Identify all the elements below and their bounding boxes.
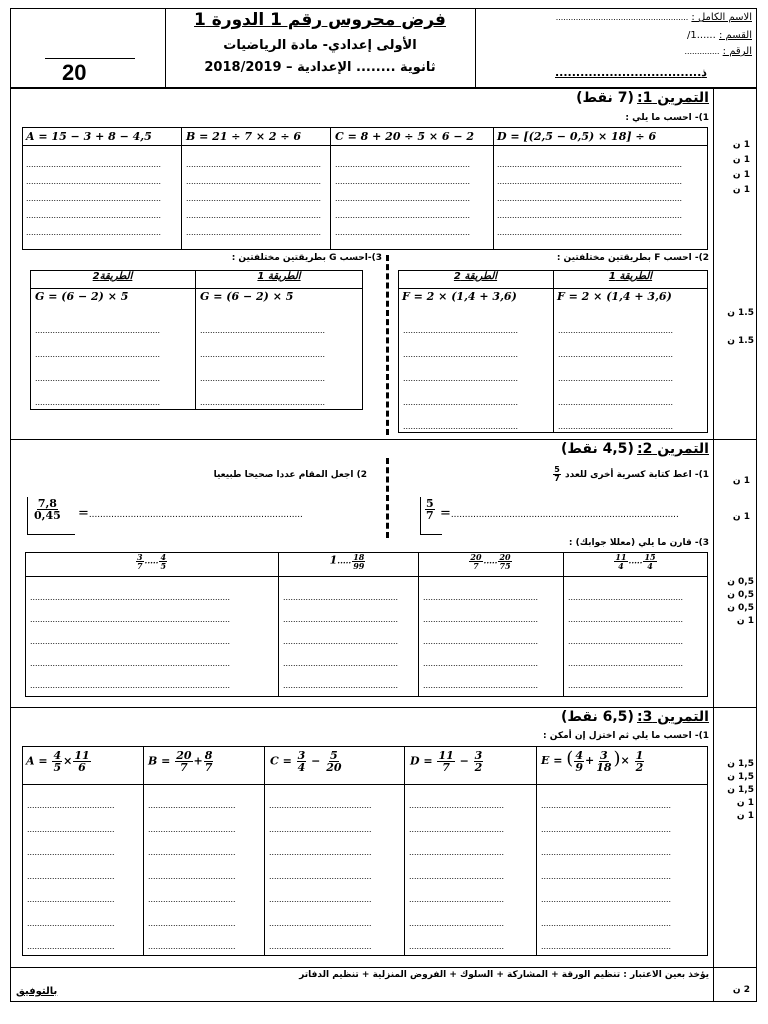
ex1-title: التمرين 1: bbox=[637, 90, 709, 106]
frac-right-den: 7 bbox=[426, 509, 434, 522]
answer-cmp3[interactable]: .............................................. .............................................. .............................................. .............................................. .............................................. bbox=[283, 592, 399, 690]
answer-cmp4[interactable]: ................................................................................ ................................................................................ ................................................................................ ................................................................................ ................................................................................ bbox=[30, 592, 231, 690]
frac-left-num: 7,8 bbox=[37, 497, 57, 510]
answer-B[interactable]: ...................................................... ...................................................... ...................................................... ...................................................... ...................................................... bbox=[186, 159, 322, 237]
class-field[interactable]: ......1/ bbox=[686, 30, 716, 41]
ex3-q1: 1)- احسب ما يلي ثم اختزل إن أمكن : bbox=[543, 731, 709, 741]
number-field[interactable]: .............. bbox=[684, 46, 720, 56]
number-label: الرقم : bbox=[722, 46, 752, 57]
ex3-E-n1: 4 bbox=[575, 748, 583, 762]
ex3-E-d1: 9 bbox=[575, 760, 583, 774]
footer-note: يؤخذ بعين الاعتبار : تنظيم الورقة + المشاركة + السلوك + الفروض المنزلية + تنظيم الدفاتر bbox=[299, 970, 709, 980]
cmp2-dots[interactable]: ..... bbox=[483, 555, 498, 566]
school-line: ثانوية ........ الإعدادية – 2018/2019 bbox=[204, 60, 436, 75]
ex3-E-name: E bbox=[541, 754, 550, 767]
ex3-D-n2: 3 bbox=[474, 749, 483, 762]
ex3-A-n2: 11 bbox=[74, 749, 90, 762]
answer-ex3-D[interactable]: ...................................... ...................................... ...................................... ...................................... ...................................... ...................................... ...................................... bbox=[409, 800, 505, 951]
expr-C: C = 8 + 20 ÷ 5 × 6 − 2 bbox=[335, 130, 475, 143]
F-method2-label: الطريقة 2 bbox=[453, 271, 498, 282]
ex3-E-op: + bbox=[584, 754, 595, 767]
cmp4-a-den: 7 bbox=[136, 561, 143, 571]
expr-F-2: F = 2 × (1,4 + 3,6) bbox=[402, 290, 517, 303]
cmp2-b-num: 20 bbox=[499, 552, 511, 562]
grade-ex1-G: 1.5 ن bbox=[727, 336, 754, 346]
expr-G-2: G = (6 − 2) × 5 bbox=[35, 290, 129, 303]
ex3-A-d1: 5 bbox=[53, 761, 62, 774]
expr-G-1: G = (6 − 2) × 5 bbox=[200, 290, 294, 303]
answer-A[interactable]: ...................................................... ...................................................... ...................................................... ...................................................... ...................................................... bbox=[26, 159, 162, 237]
ex3-A-name: A bbox=[26, 754, 35, 768]
grade-footer: 2 ن bbox=[732, 985, 750, 995]
expr-F-1: F = 2 × (1,4 + 3,6) bbox=[557, 290, 672, 303]
cmp1-dots[interactable]: ..... bbox=[628, 555, 643, 566]
grade-ex2-3: 0,5 ن bbox=[727, 577, 754, 587]
frac-left-den: 0,45 bbox=[34, 509, 61, 522]
ex2-q1: 1)- اعط كتابة كسرية أخرى للعدد bbox=[565, 470, 709, 480]
grade-ex2-4: 0,5 ن bbox=[727, 590, 754, 600]
answer-C[interactable]: ...................................................... ...................................................... ...................................................... ...................................................... ...................................................... bbox=[335, 159, 471, 237]
ex1-points: (7 نقط) bbox=[576, 90, 634, 106]
G-method1-label: الطريقة 1 bbox=[257, 271, 301, 282]
ex2-q1-den: 7 bbox=[554, 474, 560, 483]
answer-G-2[interactable]: .................................................. .................................................. .................................................. .................................................. bbox=[35, 325, 161, 407]
exam-title: فرض محروس رقم 1 الدورة 1 bbox=[194, 10, 446, 30]
ex3-C-n1: 3 bbox=[297, 749, 306, 762]
ex3-B-op: + bbox=[193, 754, 203, 768]
answer-F-2[interactable]: .............................................. .............................................. .............................................. .............................................. .............................................. bbox=[403, 325, 519, 431]
cmp3-a: 1 bbox=[329, 553, 338, 567]
ex3-A-n1: 4 bbox=[53, 749, 62, 762]
score-total: 20 bbox=[62, 60, 87, 85]
class-label: القسم : bbox=[718, 30, 752, 41]
cmp4-b-den: 5 bbox=[160, 561, 167, 571]
G-method2-label: الطريقة2 bbox=[92, 271, 133, 282]
cmp1-a-num: 11 bbox=[615, 552, 627, 562]
ex3-E-n3: 1 bbox=[635, 748, 644, 762]
cmp2-b-den: 75 bbox=[499, 561, 511, 571]
cmp3-dots[interactable]: ..... bbox=[337, 555, 352, 566]
grade-ex3-4: 1 ن bbox=[736, 798, 754, 808]
grade-ex2-1: 1 ن bbox=[732, 476, 750, 486]
answer-frac-right[interactable]: .................................................................................. bbox=[450, 509, 679, 520]
frac-right-num: 5 bbox=[426, 497, 434, 510]
ex2-q1-num: 5 bbox=[554, 465, 560, 474]
ex3-title: التمرين 3: bbox=[637, 709, 709, 725]
ex3-D-d2: 2 bbox=[474, 761, 483, 774]
ex1-q2: 2)- احسب F بطريقتين مختلفتين : bbox=[556, 253, 709, 263]
ex3-D-n1: 11 bbox=[438, 749, 454, 762]
cmp4-a-num: 3 bbox=[136, 552, 143, 562]
ex3-E-d2: 18 bbox=[596, 760, 612, 774]
expr-A: A = 15 − 3 + 8 − 4,5 bbox=[26, 130, 152, 143]
cmp2-a-num: 20 bbox=[470, 552, 482, 562]
ex3-B-d2: 7 bbox=[204, 761, 213, 774]
cmp1-b-den: 4 bbox=[647, 561, 653, 571]
ex3-C-n2: 5 bbox=[330, 749, 338, 762]
ex2-title: التمرين 2: bbox=[637, 441, 709, 457]
ex2-q2: 2) اجعل المقام عددا صحيحا طبيعيا bbox=[213, 470, 367, 480]
answer-cmp2[interactable]: .............................................. .............................................. .............................................. .............................................. .............................................. bbox=[423, 592, 539, 690]
grade-ex3-5: 1 ن bbox=[736, 811, 754, 821]
ex3-C-op: − bbox=[311, 754, 321, 768]
ex3-B-d1: 7 bbox=[180, 761, 188, 774]
grade-ex1-F: 1.5 ن bbox=[727, 308, 754, 318]
expr-B: B = 21 ÷ 7 × 2 ÷ 6 bbox=[186, 130, 302, 143]
expr-D: D = [(2,5 − 0,5) × 18] ÷ 6 bbox=[497, 130, 657, 143]
cmp1-b-num: 15 bbox=[644, 552, 656, 562]
score-line bbox=[45, 58, 135, 59]
ex3-D-d1: 7 bbox=[442, 761, 450, 774]
teacher-sign: ذ bbox=[701, 66, 707, 79]
ex3-C-name: C bbox=[270, 754, 279, 768]
ex3-D-op: − bbox=[459, 754, 469, 768]
eq-left: = bbox=[78, 506, 89, 521]
ex3-E-d3: 2 bbox=[635, 760, 644, 774]
ex3-A-d2: 6 bbox=[78, 761, 86, 774]
grade-column-divider bbox=[713, 88, 714, 1002]
footer-wish: بالتوفيق bbox=[16, 986, 58, 997]
grade-ex3-3: 1,5 ن bbox=[727, 785, 754, 795]
answer-ex3-A[interactable]: ................................... ................................... ................................... ................................... ................................... ................................... ................................... bbox=[27, 800, 115, 951]
answer-cmp1[interactable]: .............................................. .............................................. .............................................. .............................................. .............................................. bbox=[568, 592, 684, 690]
grade-ex3-2: 1,5 ن bbox=[727, 772, 754, 782]
name-label: الاسم الكامل : bbox=[691, 12, 752, 23]
answer-ex3-E[interactable]: .................................................... .................................................... .................................................... .................................................... .................................................... .................................................... .................................................... bbox=[541, 800, 672, 951]
grade-ex3-1: 1,5 ن bbox=[727, 759, 754, 769]
grade-ex2-6: 1 ن bbox=[736, 616, 754, 626]
cmp3-b-num: 18 bbox=[353, 552, 365, 562]
ex3-B-n1: 20 bbox=[176, 749, 192, 762]
grade-ex2-2: 1 ن bbox=[732, 512, 750, 522]
ex2-points: (4,5 نقط) bbox=[561, 441, 634, 457]
answer-ex3-B[interactable]: ................................... ................................... ................................... ................................... ................................... ................................... ................................... bbox=[148, 800, 236, 951]
ex3-B-name: B bbox=[148, 754, 158, 768]
grade-ex1-4: 1 ن bbox=[732, 185, 750, 195]
answer-G-1[interactable]: .................................................. .................................................. .................................................. .................................................. bbox=[200, 325, 326, 407]
ex3-C-d2: 20 bbox=[326, 761, 342, 774]
cmp3-b-den: 99 bbox=[353, 561, 365, 571]
name-field[interactable]: ..................................................... bbox=[555, 12, 689, 22]
ex3-E-n2: 3 bbox=[600, 748, 608, 762]
teacher-field[interactable]: ................................... bbox=[555, 66, 702, 79]
subject-line: الأولى إعدادي- مادة الرياضيات bbox=[223, 38, 417, 53]
ex1-q3: 3)-احسب G بطريقتين مختلفتين : bbox=[231, 253, 382, 263]
ex3-C-d1: 4 bbox=[297, 761, 306, 774]
ex2-q3: 3)- قارن ما يلي (معللا جوابك) : bbox=[568, 538, 709, 548]
ex3-A-op: × bbox=[63, 754, 73, 768]
answer-F-1[interactable]: .............................................. .............................................. .............................................. .............................................. .............................................. bbox=[558, 325, 674, 431]
grade-ex2-5: 0,5 ن bbox=[727, 603, 754, 613]
cmp4-dots[interactable]: ..... bbox=[144, 555, 159, 566]
separator-dashed-2 bbox=[386, 458, 389, 538]
cmp1-a-den: 4 bbox=[618, 561, 624, 571]
cmp2-a-den: 7 bbox=[473, 561, 479, 571]
answer-frac-left[interactable]: ............................................................................. bbox=[88, 509, 303, 520]
answer-ex3-C[interactable]: ......................................... ......................................... ......................................... ......................................... ......................................... ......................................... ......................................... bbox=[269, 800, 372, 951]
cmp4-b-num: 4 bbox=[160, 552, 167, 562]
ex1-q1: 1)- احسب ما يلي : bbox=[625, 113, 709, 123]
answer-D[interactable]: .......................................................................... .......................................................................... .......................................................................... .......................................................................... .......................................................................... bbox=[497, 159, 683, 237]
grade-ex1-1: 1 ن bbox=[732, 140, 750, 150]
grade-ex1-2: 1 ن bbox=[732, 155, 750, 165]
ex3-points: (6,5 نقط) bbox=[561, 709, 634, 725]
separator-dashed-1 bbox=[386, 255, 389, 435]
grade-ex1-3: 1 ن bbox=[732, 170, 750, 180]
eq-right: = bbox=[440, 506, 451, 521]
F-method1-label: الطريقة 1 bbox=[608, 271, 653, 282]
ex3-B-n2: 8 bbox=[204, 749, 213, 762]
ex3-D-name: D bbox=[410, 754, 420, 768]
